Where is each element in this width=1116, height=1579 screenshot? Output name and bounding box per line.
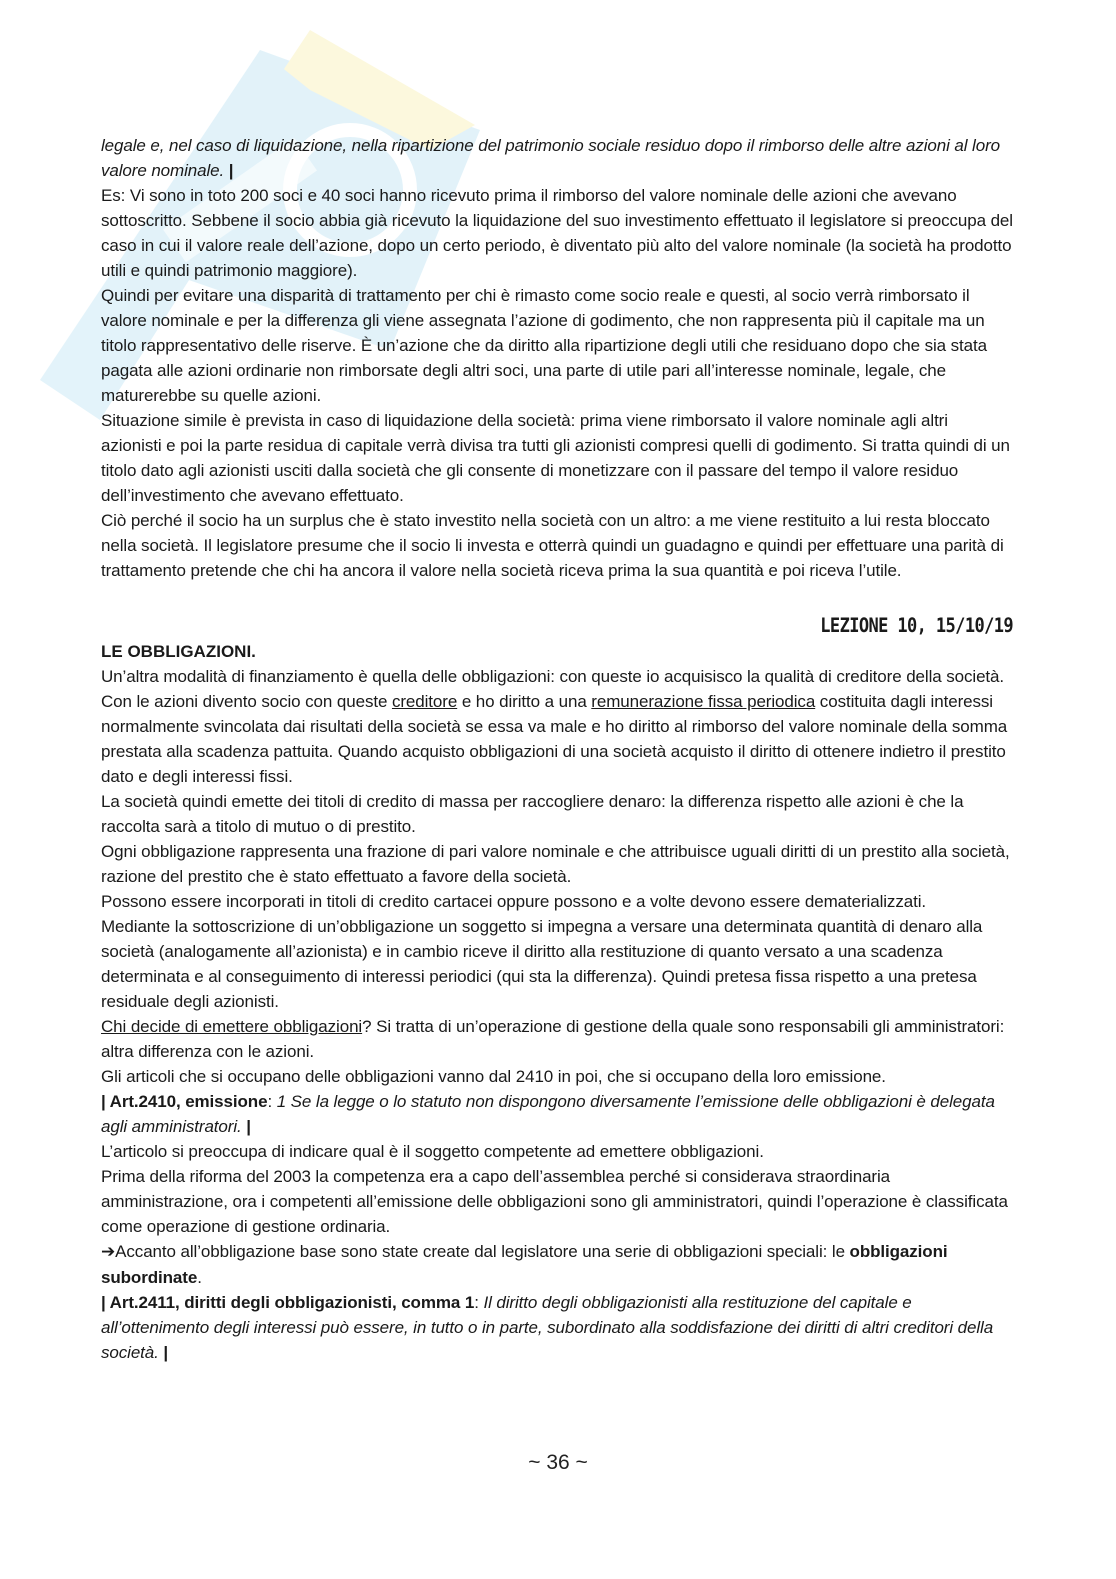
paragraph-p12 [101, 1064, 1013, 1089]
text-run: Gli articoli che si occupano delle obbligazioni vanno dal 2410 in poi, che si occupano della loro emissione. [101, 1067, 886, 1086]
paragraph-p9 [101, 889, 1013, 914]
text-run: . [197, 1268, 202, 1287]
paragraph-p6 [101, 664, 1013, 789]
text-run: | [224, 161, 234, 180]
lesson-heading [101, 606, 1013, 642]
paragraph-p16 [101, 1239, 1013, 1290]
paragraph-p14 [101, 1139, 1013, 1164]
text-run: L’articolo si preoccupa di indicare qual è il soggetto competente ad emettere obbligazioni. [101, 1142, 764, 1161]
page-number: ~ 36 ~ [528, 1451, 588, 1474]
text-run: : [474, 1293, 484, 1312]
paragraph-p5 [101, 508, 1013, 583]
text-run: : [267, 1092, 277, 1111]
text-run: | [158, 1343, 169, 1362]
text-run: Situazione simile è prevista in caso di liquidazione della società: prima viene rimborsato il valore nominale agli altri azionisti e poi la parte residua di capitale verrà divisa tra tutti gli azionisti compresi quelli di godimento. Si tratta quindi di un titolo dato agli azionisti usciti dalla società che gli consente di monetizzare con il passare del tempo il valore residuo dell’investimento che avevano effettuato. [101, 411, 1010, 505]
text-run: Il diritto degli obbligazionisti alla restituzione del capitale e all’ottenimento degli interessi può essere, in tutto o in parte, subordinato alla soddisfazione dei diritti di altri creditori della società. [101, 1293, 994, 1362]
text-run: | Art.2411, diritti degli obbligazionisti, comma 1 [101, 1293, 475, 1312]
text-run: legale e, nel caso di liquidazione, nella ripartizione del patrimonio sociale residuo dopo il rimborso delle altre azioni al loro valore nominale. [101, 136, 1001, 180]
text-run: Prima della riforma del 2003 la competenza era a capo dell’assemblea perché si considerava straordinaria amministrazione, ora i competenti all’emissione delle obbligazioni sono gli amministratori, quindi l’operazione è classificata come operazione di gestione ordinaria. [101, 1167, 1008, 1236]
paragraph-p2 [101, 183, 1013, 283]
paragraph-p1 [101, 133, 1013, 183]
text-run: costituita dagli interessi normalmente svincolata dai risultati della società se essa va male e ho diritto al rimborso del valore nominale della somma prestata alla scadenza pattuita. Quando acquisto obbligazioni di una società acquisto il diritto di ottenere indietro il prestito dato e degli interessi fissi. [101, 692, 1008, 786]
text-run: Ogni obbligazione rappresenta una frazione di pari valore nominale e che attribuisce uguali diritti di un prestito alla società, razione del prestito che è stato effettuato a favore della società. [101, 842, 1010, 886]
paragraph-p13 [101, 1089, 1013, 1139]
text-run: obbligazioni subordinate [101, 1242, 948, 1287]
paragraph-p8 [101, 839, 1013, 889]
paragraph-p7 [101, 789, 1013, 839]
text-run: | [241, 1117, 251, 1136]
text-run: 1 Se la legge o lo statuto non dispongono diversamente l’emissione delle obbligazioni è delegata agli amministratori. [101, 1092, 995, 1136]
text-run: La società quindi emette dei titoli di credito di massa per raccogliere denaro: la differenza rispetto alle azioni è che la raccolta sarà a titolo di mutuo o di prestito. [101, 792, 964, 836]
section-gap [101, 583, 1013, 608]
section-title [101, 639, 1013, 664]
text-run: Ciò perché il socio ha un surplus che è stato investito nella società con un altro: a me viene restituito a lui resta bloccato nella società. Il legislatore presume che il socio li investa e otterrà quindi un guadagno e quindi per effettuare una parità di trattamento pretende che chi ha ancora il valore nella società riceva prima la sua quantità e poi riceva l’utile. [101, 511, 1004, 580]
text-run: ? Si tratta di un’operazione di gestione della quale sono responsabili gli amministratori: altra differenza con le azioni. [101, 1017, 1005, 1061]
paragraph-p4 [101, 408, 1013, 508]
text-run: LEZIONE 10, 15/10/19 [820, 614, 1013, 638]
paragraph-p11 [101, 1014, 1013, 1064]
paragraph-p17 [101, 1290, 1013, 1365]
text-run: creditore [391, 692, 458, 711]
text-run: LE OBBLIGAZIONI. [101, 642, 256, 661]
paragraph-p15 [101, 1164, 1013, 1239]
text-run: e ho diritto a una [457, 692, 592, 711]
text-run: Es: Vi sono in toto 200 soci e 40 soci hanno ricevuto prima il rimborso del valore nominale delle azioni che avevano sottoscritto. Sebbene il socio abbia già ricevuto la liquidazione del suo investimento effettuato il legislatore si preoccupa del caso in cui il valore reale dell’azione, dopo un certo periodo, è diventato più alto del valore nominale (la società ha prodotto utili e quindi patrimonio maggiore). [101, 186, 1013, 280]
text-run: Mediante la sottoscrizione di un’obbligazione un soggetto si impegna a versare una determinata quantità di denaro alla società (analogamente all’azionista) e in cambio riceve il diritto alla restituzione di quanto versato a una scadenza determinata e al conseguimento di interessi periodici (qui sta la differenza). Quindi pretesa fissa rispetto a una pretesa residuale degli azionisti. [101, 917, 983, 1011]
text-run: Possono essere incorporati in titoli di credito cartacei oppure possono e a volte devono essere dematerializzati. [101, 892, 926, 911]
paragraph-p10 [101, 914, 1013, 1014]
text-run: Accanto all’obbligazione base sono state create dal legislatore una serie di obbligazioni speciali: le [115, 1242, 850, 1261]
text-run: Chi decide di emettere obbligazioni [101, 1017, 363, 1036]
text-run: Un’altra modalità di finanziamento è quella delle obbligazioni: con queste io acquisisco la qualità di creditore della società. Con le azioni divento socio con queste [101, 667, 1005, 711]
text-run: | Art.2410, emissione [101, 1092, 268, 1111]
text-run: remunerazione fissa periodica [591, 692, 816, 711]
paragraph-p3 [101, 283, 1013, 408]
document-body [101, 133, 1013, 1365]
arrow-icon: ➔ [101, 1242, 116, 1262]
text-run: Quindi per evitare una disparità di trattamento per chi è rimasto come socio reale e questi, al socio verrà rimborsato il valore nominale e per la differenza gli viene assegnata l’azione di godimento, che non rappresenta più il capitale ma un titolo rappresentativo delle riserve. È un’azione che da diritto alla ripartizione degli utili che residuano dopo che sia stata pagata alle azioni ordinarie non rimborsate degli altri soci, una parte di utile pari all’interesse nominale, legale, che maturerebbe su quelle azioni. [101, 286, 987, 405]
